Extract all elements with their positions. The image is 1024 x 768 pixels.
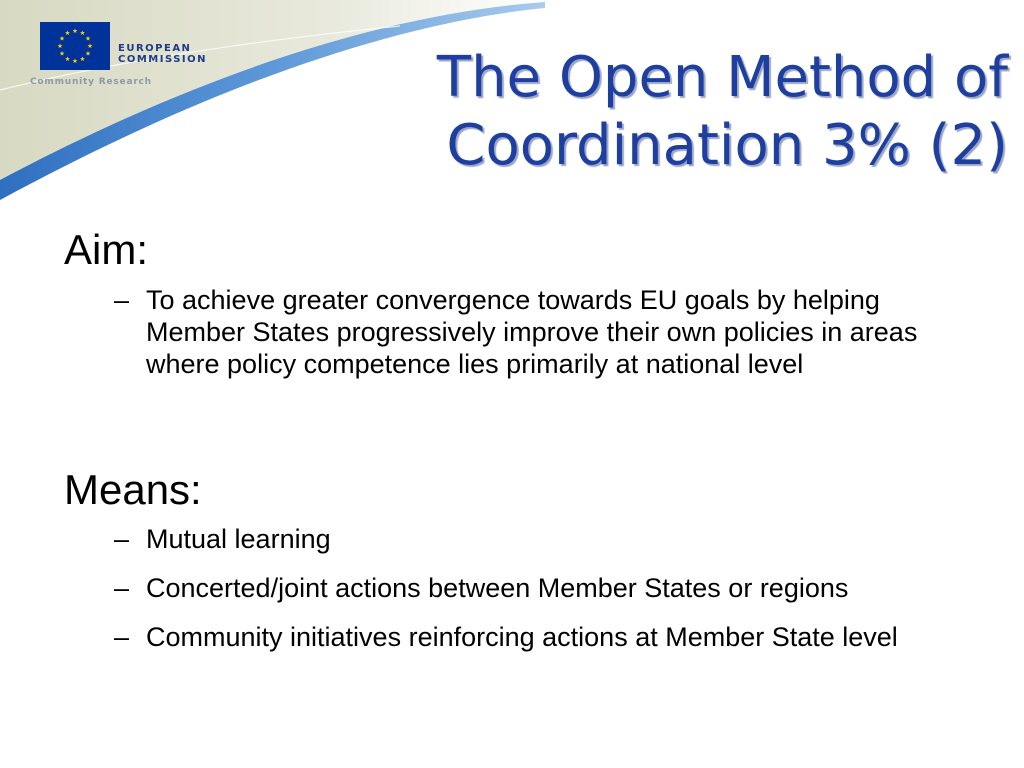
eu-flag-icon xyxy=(40,22,110,70)
organization-name-line1: EUROPEAN xyxy=(118,43,192,54)
organization-name xyxy=(118,43,207,65)
aim-bullet-item xyxy=(0,284,966,380)
slide-title-line2: Coordination 3% (2) xyxy=(446,113,1008,178)
slide-title xyxy=(368,44,1008,180)
bullet-dash: – xyxy=(114,524,130,554)
bullet-dash: – xyxy=(114,622,130,652)
aim-bullet-list xyxy=(0,284,966,397)
bullet-dash: – xyxy=(114,285,130,315)
means-bullet-item xyxy=(0,621,966,653)
program-label: Community Research xyxy=(30,77,152,87)
bullet-text: To achieve greater convergence towards EU goals by helping Member States progressively improve their own policies in areas where policy competence lies primarily at national level xyxy=(146,285,918,379)
bullet-text: Mutual learning xyxy=(146,524,331,554)
eu-logo xyxy=(40,22,208,74)
organization-name-line2: COMMISSION xyxy=(118,54,208,65)
means-bullet-item xyxy=(0,572,966,604)
slide-title-line1: The Open Method of xyxy=(436,45,1008,110)
bullet-text: Community initiatives reinforcing actions at Member State level xyxy=(146,622,898,652)
means-bullet-item xyxy=(0,523,966,555)
means-bullet-list xyxy=(0,523,966,670)
aim-heading: Aim: xyxy=(64,226,148,273)
bullet-dash: – xyxy=(114,573,130,603)
bullet-text: Concerted/joint actions between Member States or regions xyxy=(146,573,849,603)
means-heading: Means: xyxy=(64,466,202,513)
